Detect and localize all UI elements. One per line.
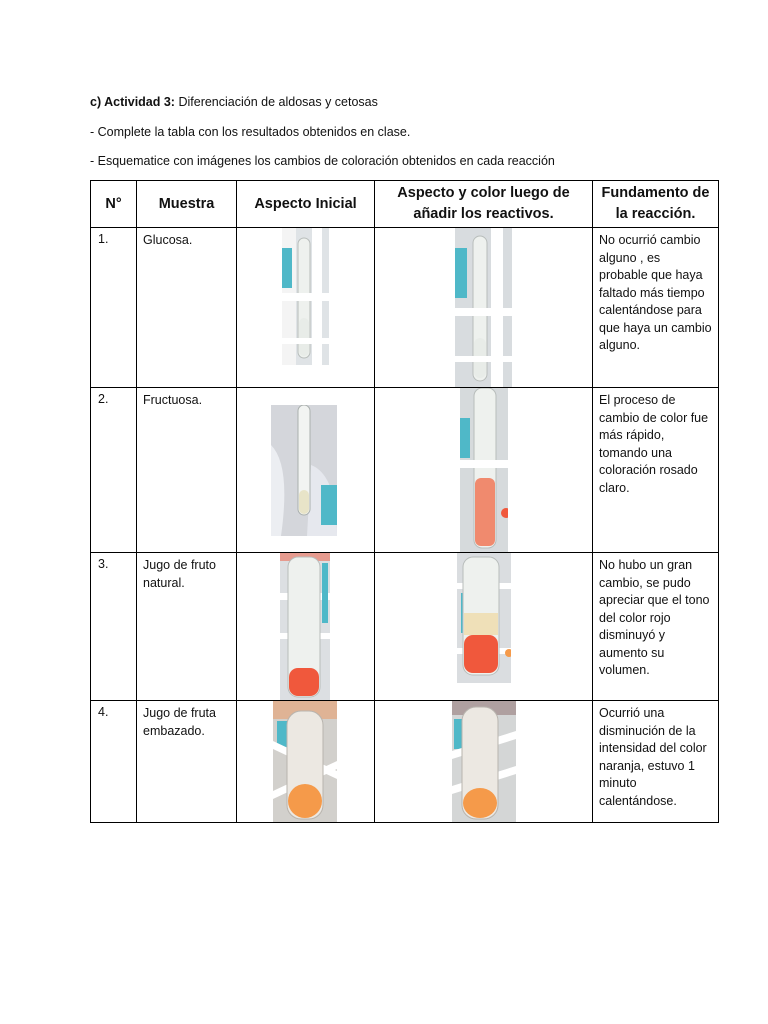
header-initial-aspect: Aspecto Inicial bbox=[237, 181, 375, 228]
table-row bbox=[91, 553, 719, 701]
instruction-complete-table: - Complete la tabla con los resultados obtenidos en clase. bbox=[90, 125, 411, 139]
test-tube-photo bbox=[460, 388, 508, 552]
row-number: 2. bbox=[98, 392, 109, 406]
test-tube-photo bbox=[273, 701, 337, 822]
header-foundation: Fundamento de la reacción. bbox=[593, 181, 719, 228]
row-sample: Glucosa. bbox=[143, 233, 193, 247]
table-row bbox=[91, 388, 719, 553]
table-row bbox=[91, 701, 719, 823]
activity-label: c) Actividad 3: bbox=[90, 95, 175, 109]
row-foundation: No hubo un gran cambio, se pudo apreciar que el tono del color rojo disminuyó y aumento su volumen. bbox=[599, 558, 710, 677]
header-number: N° bbox=[91, 181, 137, 228]
table-row bbox=[91, 228, 719, 388]
after-photo-cell bbox=[375, 228, 593, 388]
row-number: 3. bbox=[98, 557, 109, 571]
header-sample: Muestra bbox=[137, 181, 237, 228]
initial-photo-cell bbox=[237, 701, 375, 823]
table-header-row bbox=[91, 181, 719, 228]
row-foundation: Ocurrió una disminución de la intensidad del color naranja, estuvo 1 minuto calentándose. bbox=[599, 706, 707, 808]
initial-photo-cell bbox=[237, 228, 375, 388]
row-foundation: El proceso de cambio de color fue más rápido, tomando una coloración rosado claro. bbox=[599, 393, 709, 495]
header-aspect-after: Aspecto y color luego de añadir los reactivos. bbox=[375, 181, 593, 228]
row-sample: Jugo de fruto natural. bbox=[143, 558, 216, 590]
initial-photo-cell bbox=[237, 553, 375, 701]
row-number: 1. bbox=[98, 232, 109, 246]
test-tube-photo bbox=[455, 228, 512, 387]
row-foundation: No ocurrió cambio alguno , es probable que haya faltado más tiempo calentándose para que haya un cambio alguno. bbox=[599, 233, 712, 352]
row-sample: Fructuosa. bbox=[143, 393, 203, 407]
after-photo-cell bbox=[375, 388, 593, 553]
test-tube-photo bbox=[452, 701, 516, 822]
activity-heading bbox=[90, 95, 378, 109]
after-photo-cell bbox=[375, 553, 593, 701]
test-tube-photo bbox=[280, 553, 330, 700]
instruction-schematize: - Esquematice con imágenes los cambios de coloración obtenidos en cada reacción bbox=[90, 154, 555, 168]
after-photo-cell bbox=[375, 701, 593, 823]
results-table bbox=[90, 180, 719, 823]
activity-title: Diferenciación de aldosas y cetosas bbox=[178, 95, 378, 109]
initial-photo-cell bbox=[237, 388, 375, 553]
test-tube-photo bbox=[271, 405, 337, 536]
test-tube-photo bbox=[282, 228, 329, 365]
test-tube-photo bbox=[457, 553, 511, 683]
row-number: 4. bbox=[98, 705, 109, 719]
row-sample: Jugo de fruta embazado. bbox=[143, 706, 216, 738]
